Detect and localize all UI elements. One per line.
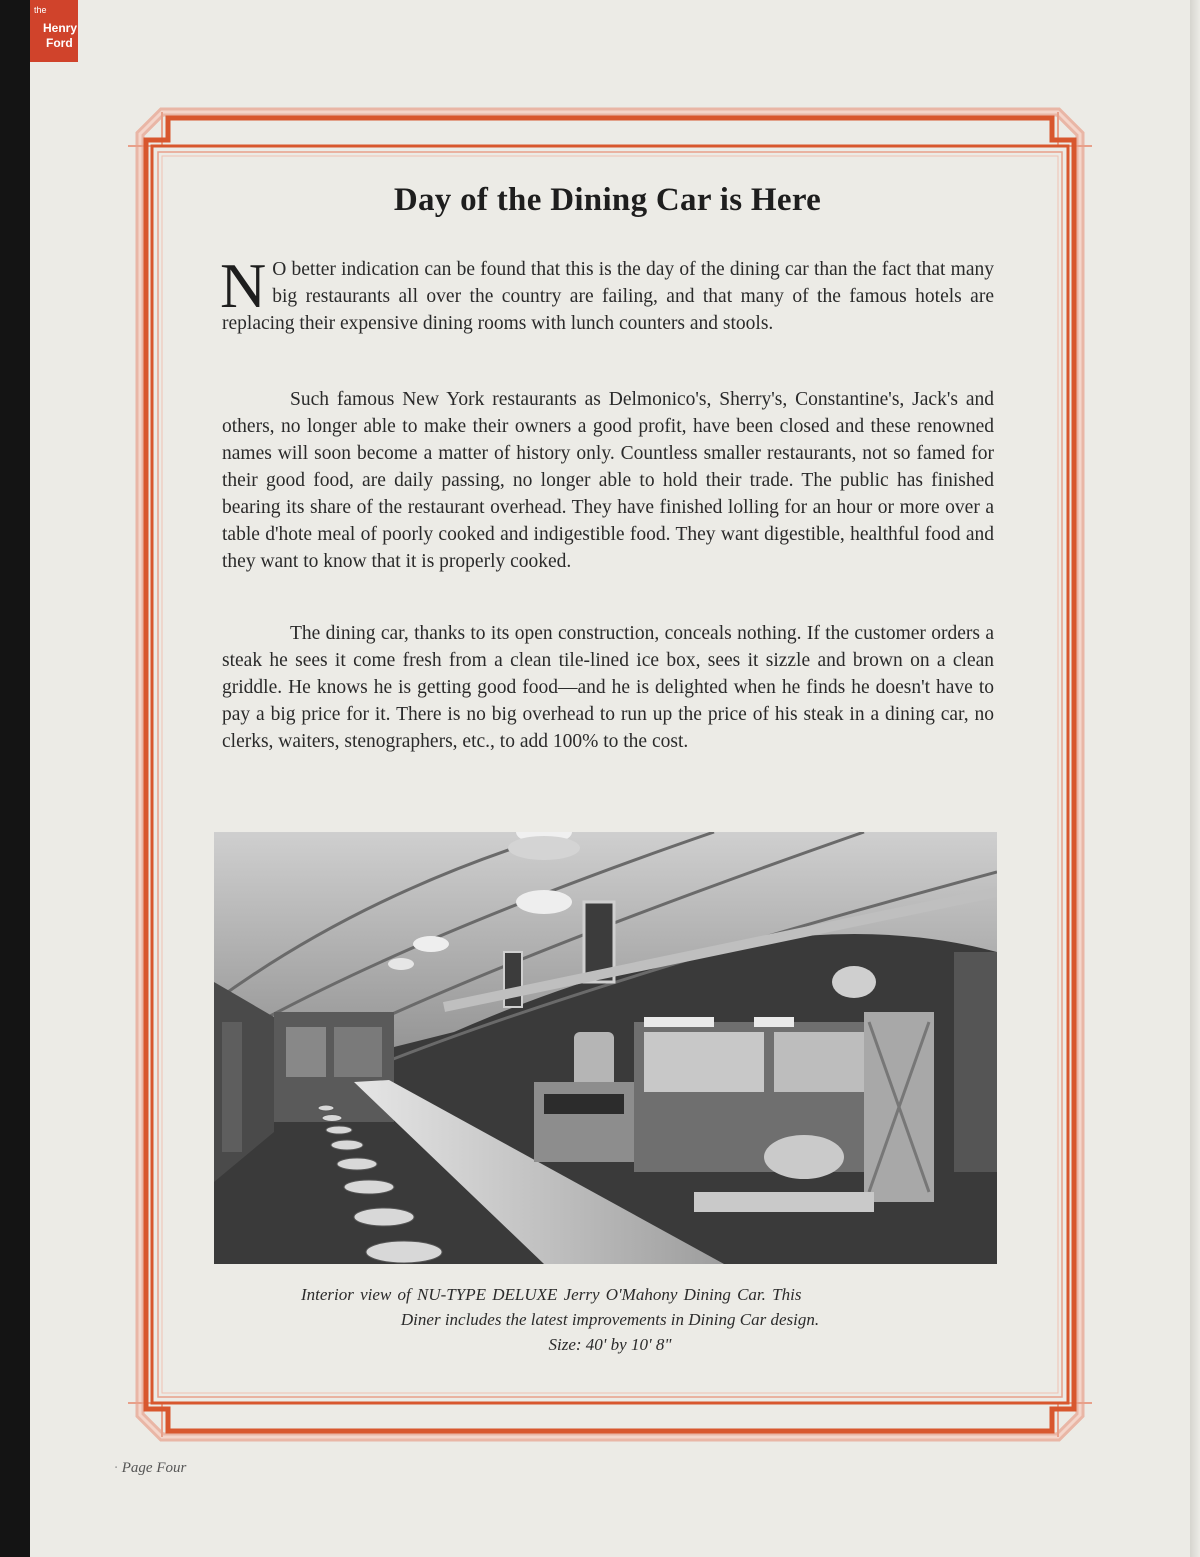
paragraph-1-text: O better indication can be found that this is the day of the dining car than the fact that many big restaurants all over the country are failing, and that many of the famous hotels are replacing their expensive dining rooms with lunch counters and stools. [222,259,994,334]
photo-caption [285,1282,935,1357]
dining-car-interior-photo [214,832,997,1264]
paragraph-2: Such famous New York restaurants as Delmonico's, Sherry's, Constantine's, Jack's and others, no longer able to make their owners a good profit, have been closed and these renowned names will soon become a matter of history only. Countless smaller restaurants, not so famed for their good food, are daily passing, no longer able to hold their trade. The public has finished bearing its share of the restaurant overhead. They have finished lolling for an hour or more over a table d'hote meal of poorly cooked and indigestible food. They want digestible, healthful food and they want to know that it is properly cooked. [222,389,994,572]
paragraph-3: The dining car, thanks to its open construction, conceals nothing. If the customer orders a steak he sees it come fresh from a clean tile-lined ice box, sees it sizzle and brown on a clean griddle. He knows he is getting good food—and he is delighted when he finds he doesn't have to pay a big price for it. There is no big overhead to run up the price of his steak in a dining car, no clerks, waiters, stenographers, etc., to add 100% to the cost. [222,623,994,752]
page-number-label: Page Four [121,1460,187,1476]
page-footer [114,1460,186,1477]
caption-line-1: Interior view of NU-TYPE DELUXE Jerry O'Mahony Dining Car. This [301,1285,802,1304]
logo-line-2: Henry [43,21,78,35]
dining-car-interior-illustration [214,832,997,1264]
caption-line-2: Diner includes the latest improvements in Dining Car design. [400,1310,820,1329]
article-title: Day of the Dining Car is Here [393,182,822,218]
paragraph-1 [220,250,994,337]
caption-line-3: Size: 40' by 10' 8" [548,1335,672,1354]
logo-line-1: the [34,5,47,15]
logo-line-3: Ford [46,36,73,50]
footer-dash: · [114,1460,118,1476]
drop-cap: N [220,250,267,321]
